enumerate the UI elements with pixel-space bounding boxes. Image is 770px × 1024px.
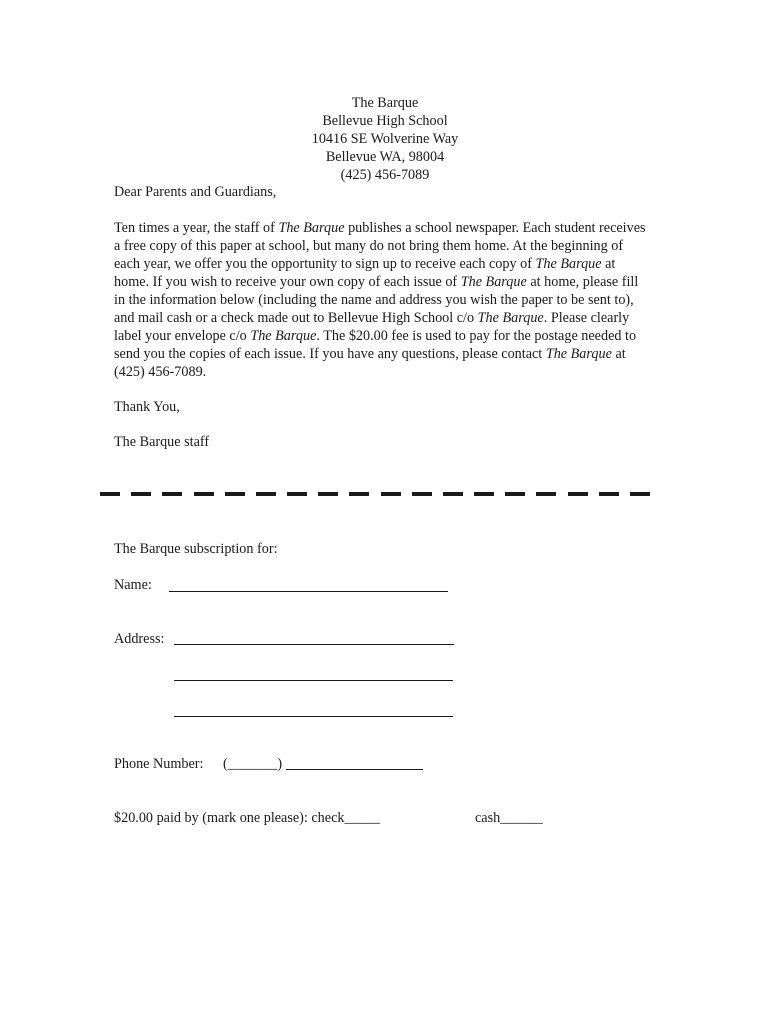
body-text-run: at home, please fill in the information below (including the name and address you wish the paper to be sent to), and mail cash or a check made out to Bellevue High School c/o	[114, 274, 639, 326]
newspaper-name-italic: The Barque	[250, 328, 317, 344]
address-line-1[interactable]	[174, 644, 454, 645]
dash-segment	[318, 492, 338, 496]
closing: Thank You,	[114, 399, 180, 415]
letter-body	[114, 219, 650, 381]
body-text-run: . Please clearly label your envelope c/o	[114, 310, 630, 344]
letterhead-city: Bellevue WA, 98004	[325, 149, 445, 165]
signature: The Barque staff	[114, 434, 210, 450]
letterhead	[0, 94, 770, 184]
name-blank-line[interactable]	[169, 591, 448, 592]
address-label: Address:	[114, 631, 165, 647]
payment-cash-option[interactable]: cash______	[475, 810, 543, 826]
address-line-3[interactable]	[174, 716, 453, 717]
body-text-run: . The $20.00 fee is used to pay for the postage needed to send you the copies of each issue. If you have any questions, please contact	[114, 328, 637, 362]
subscription-form-title: The Barque subscription for:	[114, 541, 278, 557]
letterhead-title: The Barque	[351, 95, 419, 111]
dash-segment	[443, 492, 463, 496]
letterhead-school: Bellevue High School	[322, 113, 448, 129]
dash-segment	[474, 492, 494, 496]
dash-segment	[100, 492, 120, 496]
dash-segment	[162, 492, 182, 496]
dash-segment	[131, 492, 151, 496]
phone-number-blank-line[interactable]	[286, 769, 423, 770]
address-line-2[interactable]	[174, 680, 453, 681]
body-text-run: at home. If you wish to receive your own copy of each issue of	[114, 256, 616, 290]
newspaper-name-italic: The Barque	[460, 274, 527, 290]
name-label: Name:	[114, 577, 152, 593]
dash-segment	[381, 492, 401, 496]
dash-segment	[412, 492, 432, 496]
newspaper-name-italic: The Barque	[477, 310, 544, 326]
letterhead-phone: (425) 456-7089	[340, 167, 430, 183]
phone-area-code-blank[interactable]: (_______)	[223, 756, 283, 772]
payment-check-option[interactable]: $20.00 paid by (mark one please): check_____	[114, 810, 380, 826]
letterhead-street: 10416 SE Wolverine Way	[311, 131, 459, 147]
phone-label: Phone Number:	[114, 756, 204, 772]
dash-segment	[630, 492, 650, 496]
newspaper-name-italic: The Barque	[545, 346, 612, 362]
cut-here-dashed-line	[100, 492, 650, 498]
salutation: Dear Parents and Guardians,	[114, 184, 277, 200]
newspaper-name-italic: The Barque	[278, 220, 345, 236]
dash-segment	[536, 492, 556, 496]
newspaper-name-italic: The Barque	[535, 256, 602, 272]
dash-segment	[256, 492, 276, 496]
body-text-run: publishes a school newspaper. Each student receives a free copy of this paper at school, but many do not bring them home. At the beginning of each year, we offer you the opportunity to sign up to receive each copy of	[114, 220, 646, 272]
dash-segment	[287, 492, 307, 496]
dash-segment	[568, 492, 588, 496]
dash-segment	[505, 492, 525, 496]
dash-segment	[225, 492, 245, 496]
body-text-run: at (425) 456-7089.	[114, 346, 626, 380]
dash-segment	[599, 492, 619, 496]
dash-segment	[349, 492, 369, 496]
dash-segment	[194, 492, 214, 496]
body-text-run: Ten times a year, the staff of	[114, 220, 279, 236]
